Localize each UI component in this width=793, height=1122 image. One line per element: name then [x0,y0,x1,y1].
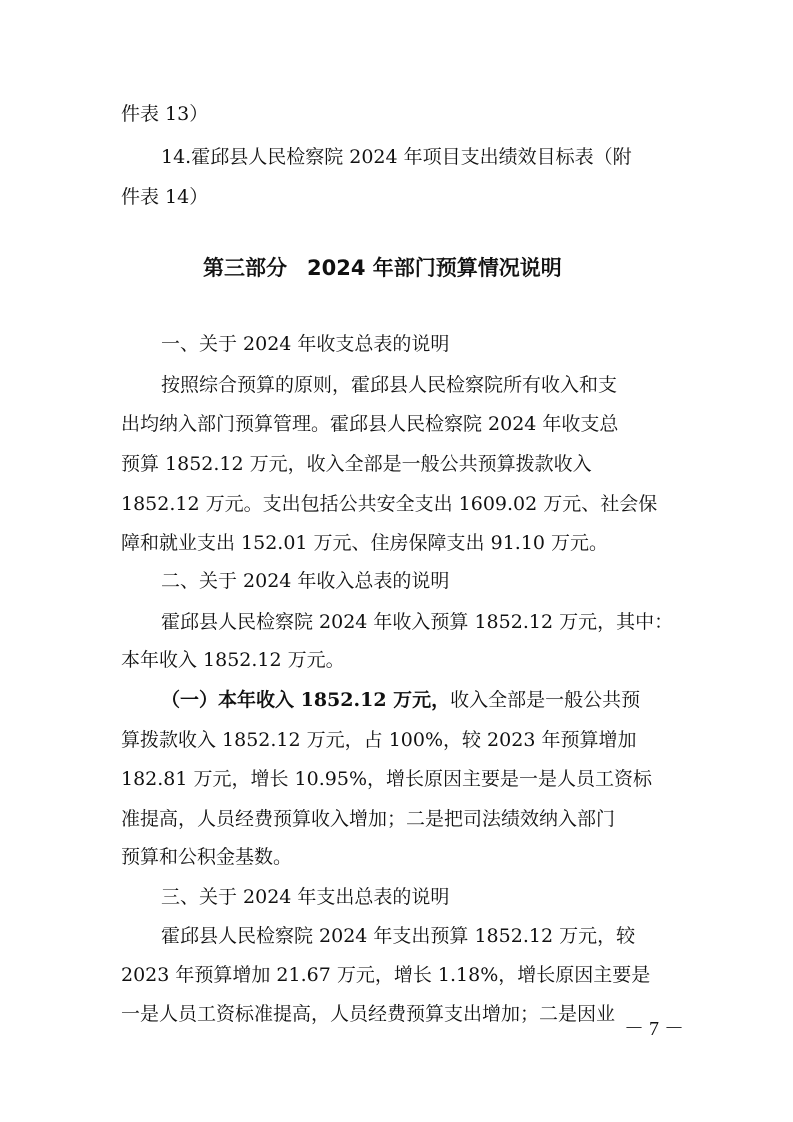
text-line: 预算 1852.12 万元，收入全部是一般公共预算拨款收入 [121,453,592,475]
text-line: 按照综合预算的原则，霍邱县人民检察院所有收入和支 [161,374,618,396]
section-heading: 一、关于 2024 年收支总表的说明 [161,333,450,355]
text-line: 准提高，人员经费预算收入增加；二是把司法绩效纳入部门 [121,808,616,830]
part-label: 第三部分 [203,256,287,280]
text-line: 预算和公积金基数。 [121,846,293,868]
text-line: 霍邱县人民检察院 2024 年支出预算 1852.12 万元，较 [161,925,636,947]
text-line: 一是人员工资标准提高，人员经费预算支出增加；二是因业 [121,1003,616,1025]
text-line: 障和就业支出 152.01 万元、住房保障支出 91.10 万元。 [121,532,609,554]
text-line: 14.霍邱县人民检察院 2024 年项目支出绩效目标表（附 [161,146,632,168]
text-line: 182.81 万元，增长 10.95%，增长原因主要是一是人员工资标 [121,768,653,790]
text-line: 出均纳入部门预算管理。霍邱县人民检察院 2024 年收支总 [121,413,619,435]
text-line: 件表 14） [121,186,209,208]
section-heading: 三、关于 2024 年支出总表的说明 [161,886,450,908]
part-title [203,253,562,283]
text-line: 霍邱县人民检察院 2024 年收入预算 1852.12 万元，其中： [161,611,674,633]
text-line: 件表 13） [121,103,209,125]
text-line: 2023 年预算增加 21.67 万元，增长 1.18%，增长原因主要是 [121,964,651,986]
subsection-line [161,687,640,713]
part-title-text: 2024 年部门预算情况说明 [307,256,562,280]
text-line: 算拨款收入 1852.12 万元，占 100%，较 2023 年预算增加 [121,729,637,751]
subsection-lead: （一）本年收入 1852.12 万元， [161,689,451,711]
subsection-rest: 收入全部是一般公共预 [450,689,641,711]
text-line: 1852.12 万元。支出包括公共安全支出 1609.02 万元、社会保 [121,493,658,515]
page-number: － 7 － [624,1018,684,1040]
section-heading: 二、关于 2024 年收入总表的说明 [161,570,450,592]
text-line: 本年收入 1852.12 万元。 [121,649,345,671]
